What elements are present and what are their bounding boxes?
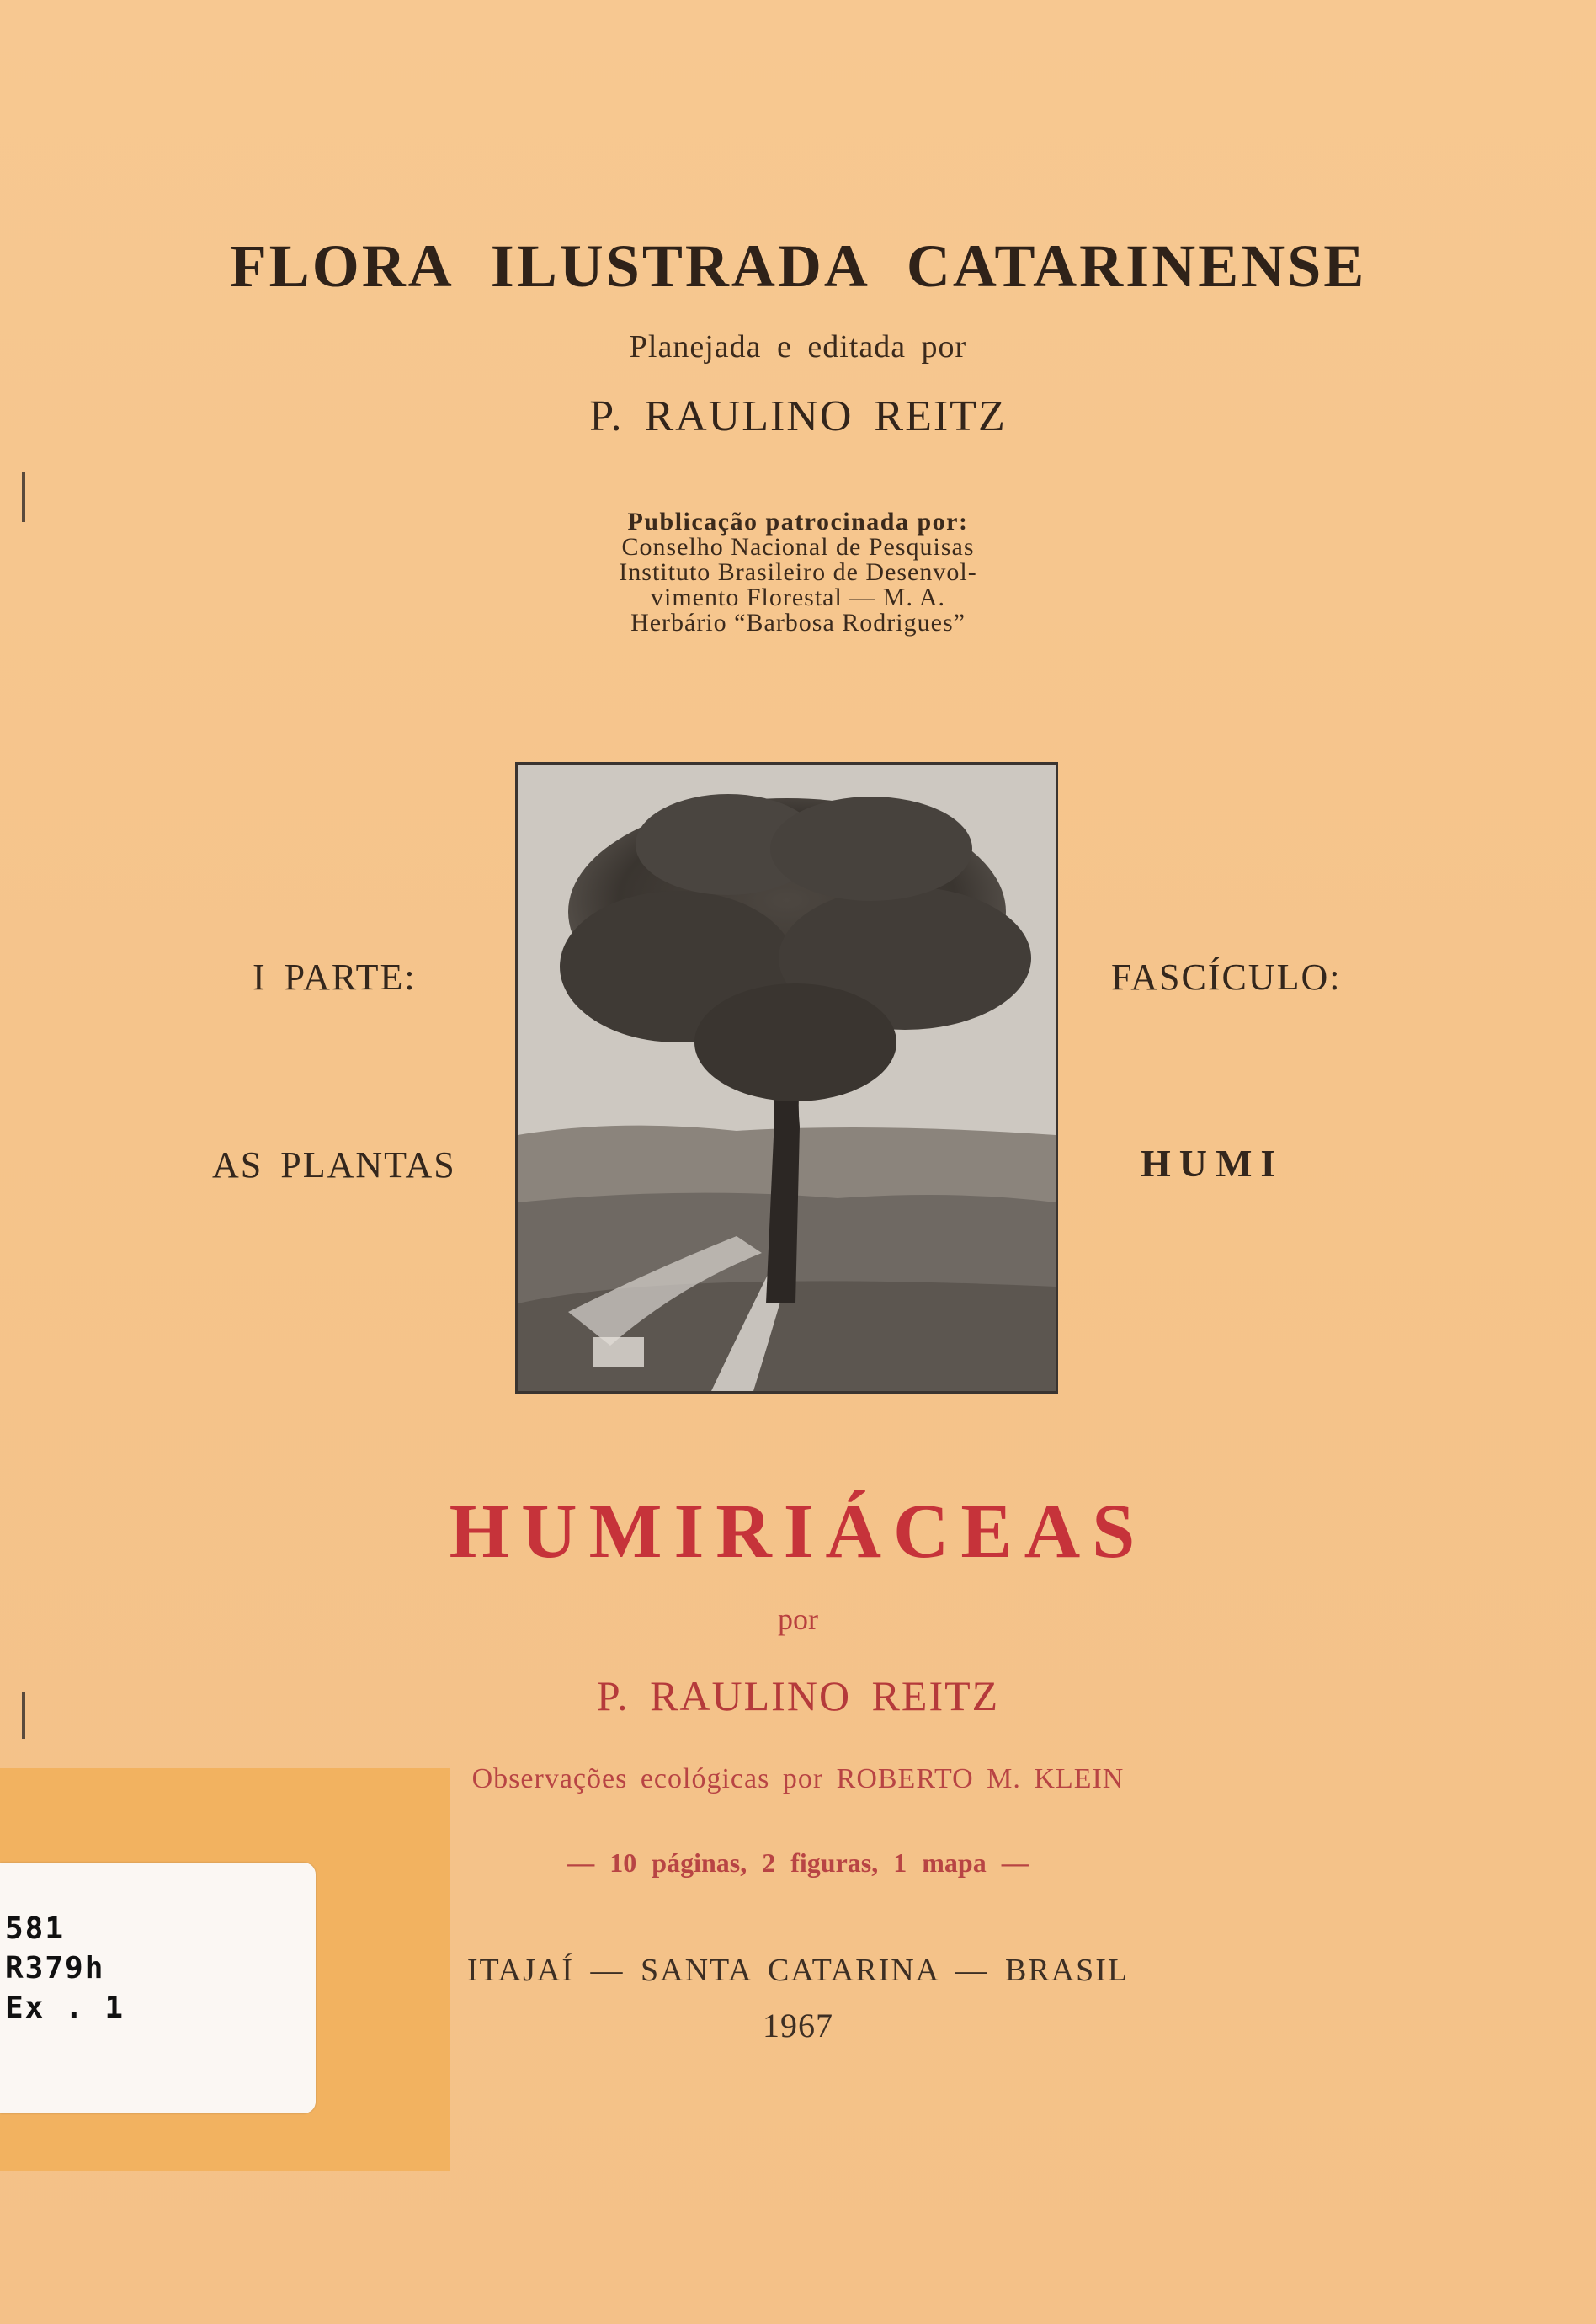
call-number-line: 581 — [5, 1911, 66, 1946]
fascicle-label: FASCÍCULO: — [1111, 957, 1342, 998]
fascicle-value: HUMI — [1141, 1142, 1285, 1185]
sponsor-line: vimento Florestal — M. A. — [651, 584, 945, 611]
copy-number-line: Ex . 1 — [5, 1991, 125, 2025]
planned-by-text: Planejada e editada por — [629, 329, 967, 365]
sponsor-line: Herbário “Barbosa Rodrigues” — [630, 609, 966, 637]
part-value: AS PLANTAS — [212, 1144, 456, 1186]
editor-name: P. RAULINO REITZ — [589, 392, 1007, 440]
edge-mark — [22, 1692, 25, 1739]
author-name: P. RAULINO REITZ — [596, 1672, 1000, 1719]
family-title: HUMIRIÁCEAS — [449, 1488, 1147, 1574]
observations-credit: Observações ecológicas por ROBERTO M. KLEIN — [471, 1763, 1125, 1794]
call-number-line: R379h — [5, 1951, 105, 1986]
edge-mark — [22, 472, 25, 522]
extent-text: — 10 páginas, 2 figuras, 1 mapa — — [567, 1847, 1029, 1878]
library-call-number-label — [0, 1863, 316, 2113]
sponsor-line: Instituto Brasileiro de Desenvol- — [619, 558, 977, 586]
series-title: FLORA ILUSTRADA CATARINENSE — [229, 232, 1367, 300]
by-text: por — [778, 1602, 818, 1636]
tree-photograph — [515, 762, 1058, 1394]
sponsor-block — [0, 509, 1596, 636]
publication-place: ITAJAÍ — SANTA CATARINA — BRASIL — [466, 1953, 1130, 1988]
part-label: I PARTE: — [253, 957, 417, 998]
sponsor-line: Conselho Nacional de Pesquisas — [621, 533, 975, 561]
tree-photo-illustration — [518, 765, 1056, 1391]
sponsor-heading: Publicação patrocinada por: — [627, 508, 969, 536]
publication-year: 1967 — [763, 2007, 833, 2044]
